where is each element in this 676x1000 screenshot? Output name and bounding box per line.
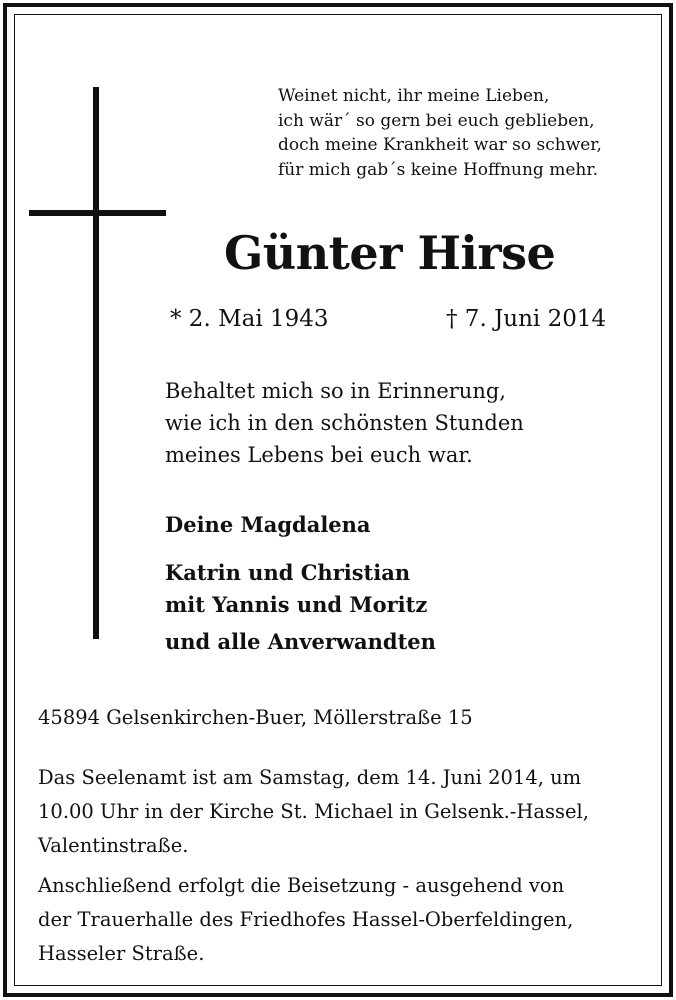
memorial-quote <box>165 375 524 471</box>
mourner-line: Katrin und Christian <box>165 560 411 585</box>
poem-line: ich wär´ so gern bei euch geblieben, <box>278 110 595 131</box>
cross-icon-vertical <box>93 87 99 639</box>
death-date: † 7. Juni 2014 <box>446 306 607 332</box>
mourner-relatives: und alle Anverwandten <box>165 629 436 654</box>
poem-line: doch meine Krankheit war so schwer, <box>278 135 602 155</box>
burial-line: der Trauerhalle des Friedhofes Hassel-Oberfeldingen, <box>38 908 574 931</box>
poem-line: für mich gab´s keine Hoffnung mehr. <box>278 159 599 180</box>
burial-line: Hasseler Straße. <box>38 942 205 965</box>
address: 45894 Gelsenkirchen-Buer, Möllerstraße 15 <box>38 706 473 729</box>
poem <box>278 84 602 182</box>
service-line: 10.00 Uhr in der Kirche St. Michael in Gelsenk.-Hassel, <box>38 800 589 823</box>
service-info <box>38 761 589 863</box>
burial-info <box>38 869 573 971</box>
quote-line: wie ich in den schönsten Stunden <box>165 411 524 435</box>
deceased-name: Günter Hirse <box>224 226 556 280</box>
poem-line: Weinet nicht, ihr meine Lieben, <box>278 86 550 106</box>
burial-line: Anschließend erfolgt die Beisetzung - ausgehend von <box>38 874 565 897</box>
mourner-spouse: Deine Magdalena <box>165 512 371 537</box>
quote-line: Behaltet mich so in Erinnerung, <box>165 379 506 403</box>
service-line: Valentinstraße. <box>38 834 189 857</box>
birth-date: * 2. Mai 1943 <box>170 306 329 332</box>
quote-line: meines Lebens bei euch war. <box>165 443 473 467</box>
cross-icon-horizontal <box>29 210 166 216</box>
service-line: Das Seelenamt ist am Samstag, dem 14. Juni 2014, um <box>38 766 582 789</box>
mourner-children <box>165 557 427 621</box>
mourner-line: mit Yannis und Moritz <box>165 592 428 617</box>
